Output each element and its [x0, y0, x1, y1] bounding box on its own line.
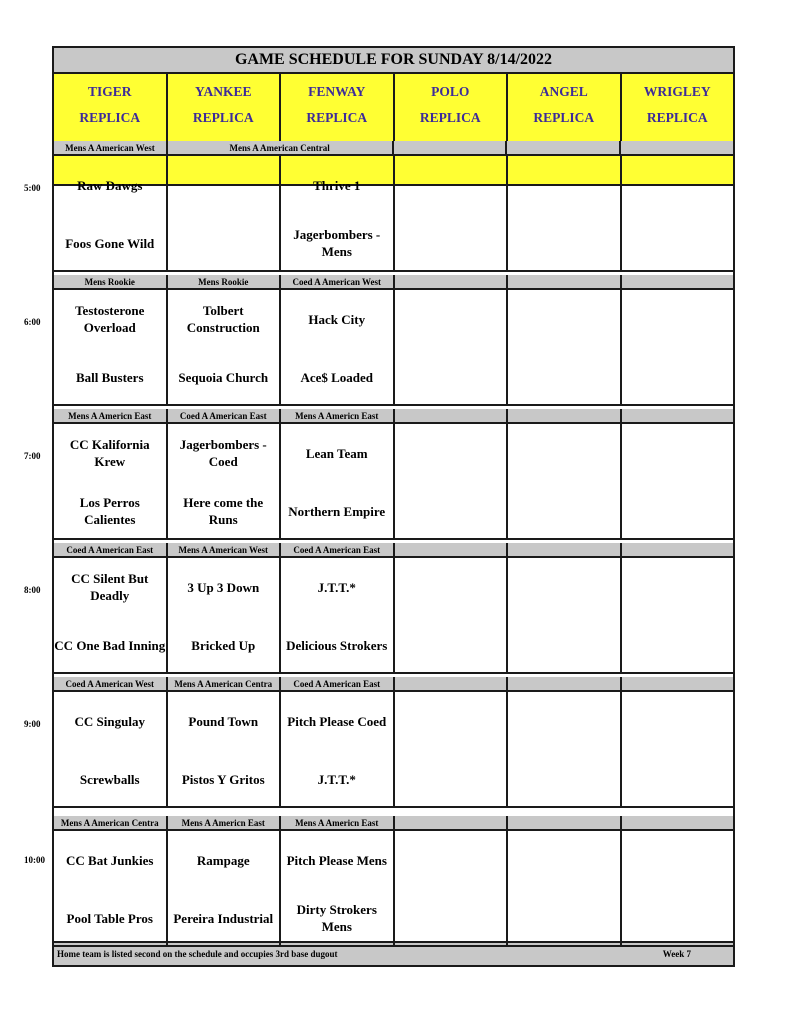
away-team: CC Singulay [74, 713, 145, 729]
away-team [168, 168, 280, 202]
game-slot-row [54, 831, 733, 947]
game-cell [168, 692, 282, 808]
away-team: Pitch Please Coed [287, 713, 387, 729]
field-name: YANKEE [194, 84, 252, 99]
game-cell [622, 831, 734, 947]
time-label: 8:00 [24, 585, 41, 595]
division-label: Coed A American East [281, 543, 395, 558]
home-team [508, 226, 620, 260]
game-cell [281, 156, 395, 272]
division-label: Mens Rookie [54, 275, 168, 290]
game-cell [395, 424, 509, 540]
home-team [395, 360, 507, 394]
away-team: CC Bat Junkies [66, 852, 154, 868]
home-team [395, 226, 507, 260]
division-row [54, 409, 733, 424]
game-cell [622, 424, 734, 540]
division-label [508, 543, 622, 558]
game-cell [54, 424, 168, 540]
division-label: Mens A American Central [168, 141, 394, 156]
division-row [54, 275, 733, 290]
away-team: Raw Dawgs [77, 177, 143, 193]
time-label: 5:00 [24, 183, 41, 193]
away-team [622, 436, 734, 470]
away-team: Testosterone Overload [75, 303, 145, 335]
home-team: Screwballs [79, 771, 140, 787]
game-cell [281, 558, 395, 674]
away-team [508, 436, 620, 470]
home-team: Sequoia Church [178, 369, 269, 385]
away-team [508, 168, 620, 202]
home-team [622, 901, 734, 935]
home-team: Delicious Strokers [286, 637, 388, 653]
away-team: 3 Up 3 Down [187, 579, 260, 595]
home-team: CC One Bad Inning [54, 637, 166, 653]
division-label [507, 141, 621, 156]
home-team [395, 762, 507, 796]
away-team [622, 570, 734, 604]
field-sub: REPLICA [306, 110, 368, 125]
game-cell [54, 558, 168, 674]
home-team [508, 494, 620, 528]
division-label [508, 409, 622, 424]
game-cell [622, 290, 734, 406]
game-cell [281, 290, 395, 406]
game-cell [395, 290, 509, 406]
game-cell [168, 424, 282, 540]
division-label [394, 141, 508, 156]
game-cell [54, 156, 168, 272]
game-slot-row [54, 692, 733, 808]
away-team: Hack City [308, 311, 366, 327]
field-sub: REPLICA [192, 110, 254, 125]
away-team [622, 843, 734, 877]
time-label: 7:00 [24, 451, 41, 461]
game-cell [168, 558, 282, 674]
division-label [622, 677, 734, 692]
away-team: Rampage [196, 852, 250, 868]
schedule-title: GAME SCHEDULE FOR SUNDAY 8/14/2022 [54, 48, 733, 74]
field-sub: REPLICA [533, 110, 595, 125]
game-slot-row [54, 424, 733, 540]
schedule-sheet [52, 46, 735, 967]
home-team [508, 360, 620, 394]
home-team: Dirty Strokers Mens [296, 902, 377, 934]
division-row [54, 141, 733, 156]
home-team: Northern Empire [288, 503, 386, 519]
field-name: ANGEL [539, 84, 588, 99]
division-label [622, 816, 734, 831]
home-team: Here come the Runs [183, 495, 264, 527]
division-label: Coed A American East [54, 543, 168, 558]
home-team: J.T.T.* [317, 771, 356, 787]
away-team [395, 436, 507, 470]
game-cell [508, 156, 622, 272]
division-label: Mens A American West [168, 543, 282, 558]
away-team [622, 168, 734, 202]
home-team: Ball Busters [75, 369, 144, 385]
time-label: 10:00 [24, 855, 45, 865]
field-name: WRIGLEY [643, 84, 711, 99]
game-cell [508, 692, 622, 808]
home-team [622, 360, 734, 394]
home-team: Foos Gone Wild [65, 235, 155, 251]
division-row [54, 677, 733, 692]
field-sub: REPLICA [419, 110, 481, 125]
game-cell [395, 831, 509, 947]
game-cell [508, 558, 622, 674]
division-label: Mens A American Centra [168, 677, 282, 692]
home-team: Los Perros Calientes [79, 495, 140, 527]
field-name: TIGER [87, 84, 132, 99]
division-label: Coed A American East [168, 409, 282, 424]
game-cell [281, 692, 395, 808]
field-name: POLO [431, 84, 470, 99]
division-label: Coed A American West [281, 275, 395, 290]
away-team [395, 168, 507, 202]
game-cell [54, 831, 168, 947]
home-team: Jagerbombers - Mens [293, 227, 381, 259]
game-slot-row [54, 156, 733, 272]
division-label [621, 141, 733, 156]
division-label [395, 677, 509, 692]
away-team [508, 843, 620, 877]
division-label [622, 275, 734, 290]
away-team [395, 302, 507, 336]
away-team [508, 302, 620, 336]
division-label [395, 816, 509, 831]
away-team [508, 704, 620, 738]
division-row [54, 543, 733, 558]
home-team [508, 762, 620, 796]
division-label: Mens Rookie [168, 275, 282, 290]
home-team: Pistos Y Gritos [181, 771, 265, 787]
game-cell [395, 156, 509, 272]
away-team: Tolbert Construction [186, 303, 260, 335]
home-team: Pool Table Pros [66, 910, 153, 926]
home-team [395, 628, 507, 662]
home-team [395, 494, 507, 528]
away-team: Jagerbombers - Coed [179, 437, 267, 469]
away-team [395, 843, 507, 877]
division-label [508, 275, 622, 290]
game-cell [395, 692, 509, 808]
home-team [622, 628, 734, 662]
game-cell [622, 558, 734, 674]
away-team: J.T.T.* [317, 579, 356, 595]
game-cell [508, 424, 622, 540]
division-label: Mens A American Centra [54, 816, 168, 831]
division-label [395, 543, 509, 558]
home-team [622, 494, 734, 528]
division-label: Mens A American West [54, 141, 168, 156]
division-label [395, 409, 509, 424]
home-team [508, 901, 620, 935]
away-team: Thrive 1 [313, 177, 361, 193]
home-team [168, 226, 280, 260]
division-label [395, 275, 509, 290]
week-label: Week 7 [662, 949, 691, 959]
division-row [54, 816, 733, 831]
home-team [508, 628, 620, 662]
game-cell [508, 290, 622, 406]
game-cell [168, 290, 282, 406]
division-label [622, 543, 734, 558]
division-label: Coed A American East [281, 677, 395, 692]
away-team: Pound Town [188, 713, 259, 729]
away-team: CC Kalifornia Krew [69, 437, 150, 469]
away-team [508, 570, 620, 604]
time-label: 9:00 [24, 719, 41, 729]
division-label: Mens A Americn East [54, 409, 168, 424]
field-sub: REPLICA [79, 110, 141, 125]
division-label: Mens A Americn East [281, 816, 395, 831]
away-team: Pitch Please Mens [286, 852, 387, 868]
home-team [622, 226, 734, 260]
field-name: FENWAY [308, 84, 366, 99]
field-sub: REPLICA [646, 110, 708, 125]
game-cell [622, 156, 734, 272]
away-team [395, 704, 507, 738]
time-label: 6:00 [24, 317, 41, 327]
away-team: Lean Team [305, 445, 368, 461]
footer-note: Home team is listed second on the schedule and occupies 3rd base dugout [57, 949, 338, 959]
game-cell [508, 831, 622, 947]
game-cell [168, 156, 282, 272]
home-team: Pereira Industrial [173, 910, 274, 926]
away-team [395, 570, 507, 604]
home-team: Bricked Up [191, 637, 256, 653]
away-team: CC Silent But Deadly [71, 571, 149, 603]
game-slot-row [54, 558, 733, 674]
game-cell [168, 831, 282, 947]
home-team [622, 762, 734, 796]
home-team [395, 901, 507, 935]
division-label: Coed A American West [54, 677, 168, 692]
division-label: Mens A Americn East [168, 816, 282, 831]
home-team: Ace$ Loaded [300, 369, 374, 385]
division-label: Mens A Americn East [281, 409, 395, 424]
division-label [508, 816, 622, 831]
division-label [508, 677, 622, 692]
away-team [622, 704, 734, 738]
game-cell [54, 692, 168, 808]
game-slot-row [54, 290, 733, 406]
game-cell [281, 424, 395, 540]
away-team [622, 302, 734, 336]
game-cell [395, 558, 509, 674]
division-label [622, 409, 734, 424]
game-cell [281, 831, 395, 947]
game-cell [622, 692, 734, 808]
game-cell [54, 290, 168, 406]
